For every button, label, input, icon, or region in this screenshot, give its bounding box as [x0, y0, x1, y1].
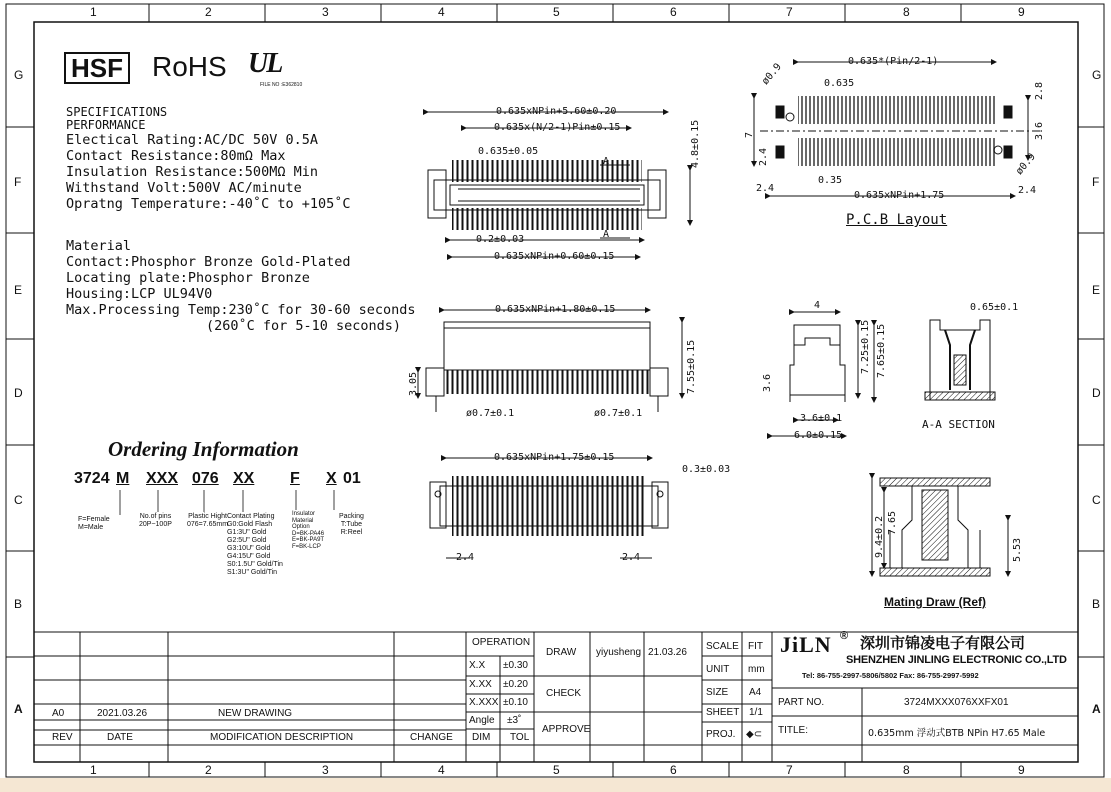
zone-col-9-b: 9 — [1018, 763, 1025, 777]
code-plating: XX — [233, 470, 255, 487]
dim-bot-r: 2.4 — [622, 552, 641, 563]
code-gender: M — [116, 470, 130, 487]
rev-row-rev: A0 — [52, 708, 65, 719]
zone-col-8: 8 — [903, 5, 910, 19]
dim-pcb-h3: 7 — [744, 131, 755, 138]
dim-top-pitch: 0.635±0.05 — [478, 146, 539, 157]
title-label: TITLE: — [778, 725, 809, 736]
zone-col-5: 5 — [553, 5, 560, 19]
size-value: A4 — [749, 687, 762, 698]
code-height: 076 — [192, 470, 219, 487]
part-value: 3724MXXX076XXFX01 — [904, 697, 1009, 708]
desc-height-label: Plastic Hight — [188, 513, 227, 520]
desc-packing-tube: T:Tube — [340, 521, 363, 528]
material-plate: Locating plate:Phosphor Bronze — [66, 270, 310, 286]
tol-row-2-tol: ±0.20 — [503, 679, 528, 690]
desc-insulator-d: D=BK-PA46 — [292, 530, 325, 537]
dim-end-w: 4 — [814, 300, 821, 311]
dim-pcb-total: 0.635xNPin+1.75 — [854, 190, 945, 201]
spec-contact-resistance: Contact Resistance:80mΩ Max — [66, 148, 286, 164]
desc-plating-g3: G3:10U" Gold — [227, 545, 271, 552]
desc-plating-g4: G4:15U" Gold — [227, 553, 271, 560]
dim-end-w2: 3.6±0.1 — [800, 413, 843, 424]
dim-mate-h2: 7.65 — [887, 510, 898, 535]
dim-end-w3: 6.0±0.15 — [794, 430, 843, 441]
spec-rating: Electical Rating:AC/DC 50V 0.5A — [66, 132, 318, 148]
sheet-label: SHEET — [706, 707, 740, 718]
dim-bot-l: 2.4 — [456, 552, 475, 563]
dim-pcb-total-pitch: 0.635*(Pin/2-1) — [848, 56, 939, 67]
desc-plating-g0: G0:Gold Flash — [227, 521, 273, 528]
zone-col-9: 9 — [1018, 5, 1025, 19]
scale-label: SCALE — [706, 641, 739, 652]
tol-row-4-tol: ±3˚ — [507, 715, 522, 726]
zone-row-C-r: C — [1092, 493, 1101, 507]
zone-row-E-r: E — [1092, 283, 1101, 297]
sign-drawer: yiyusheng — [596, 647, 642, 658]
company-en: SHENZHEN JINLING ELECTRONIC CO.,LTD — [846, 654, 1067, 666]
sign-draw-label: DRAW — [546, 647, 577, 658]
ul-logo: UL — [248, 48, 282, 79]
desc-pins-label: No.of pins — [139, 513, 172, 520]
zone-row-G: G — [14, 68, 24, 82]
zone-row-B-r: B — [1092, 597, 1101, 611]
title-value: 0.635mm 浮动式BTB NPin H7.65 Male — [868, 728, 1046, 739]
rev-header-rev: REV — [52, 732, 73, 743]
dim-side-h2: 7.55±0.15 — [686, 339, 697, 394]
zone-col-1-b: 1 — [90, 763, 97, 777]
dim-top-pin: 0.2±0.03 — [476, 234, 525, 245]
desc-height-value: 076=7.65mm — [187, 521, 229, 528]
dim-pcb-hole: ø0.9 — [760, 61, 784, 88]
dim-top-overall: 0.635xNPin+5.60±0.20 — [496, 106, 617, 117]
material-temp2: (260˚C for 5-10 seconds) — [206, 318, 402, 334]
tol-row-4-dim: Angle — [469, 715, 495, 726]
desc-insulator-e: E=BK-PA9T — [292, 537, 325, 543]
rev-row-date: 2021.03.26 — [97, 708, 148, 719]
desc-insulator-label: Insulator — [292, 511, 316, 517]
zone-col-4: 4 — [438, 5, 445, 19]
zone-col-3-b: 3 — [322, 763, 329, 777]
dim-pcb-r: 2.4 — [1018, 185, 1037, 196]
proj-label: PROJ. — [706, 729, 736, 740]
desc-packing-reel: R:Reel — [340, 529, 363, 536]
dim-side-peg1: ø0.7±0.1 — [466, 408, 515, 419]
zone-col-1: 1 — [90, 5, 97, 19]
dim-section-a-bottom: A — [603, 229, 610, 240]
dim-sec-w: 0.65±0.1 — [970, 302, 1019, 313]
tol-row-3-dim: X.XXX — [469, 697, 499, 708]
zone-row-F: F — [14, 175, 22, 189]
pcb-layout-title: P.C.B Layout — [846, 212, 948, 228]
unit-value: mm — [748, 664, 765, 675]
code-series: 3724 — [74, 470, 110, 487]
zone-row-B: B — [14, 597, 23, 611]
dim-section-a-top: A — [603, 156, 610, 167]
rev-header-change: CHANGE — [410, 732, 453, 743]
company-cn: 深圳市锦凌电子有限公司 — [860, 634, 1026, 652]
zone-col-8-b: 8 — [903, 763, 910, 777]
zone-col-7-b: 7 — [786, 763, 793, 777]
company-tel: Tel: 86-755-2997-5806/5802 Fax: 86-755-2997-5992 — [802, 671, 979, 680]
part-label: PART NO. — [778, 697, 825, 708]
dim-side-peg2: ø0.7±0.1 — [594, 408, 643, 419]
desc-insulator-option: Option — [292, 524, 310, 530]
zone-row-D-r: D — [1092, 386, 1101, 400]
dim-top-bottom: 0.635xNPin+0.60±0.15 — [494, 251, 615, 262]
desc-plating-label: Contact Plating — [227, 513, 275, 520]
dim-side-overall: 0.635xNPin+1.80±0.15 — [495, 304, 616, 315]
desc-insulator-material: Material — [292, 517, 314, 524]
projection-icon: ◆⊂ — [746, 729, 763, 740]
dim-end-h3: 3.6 — [762, 373, 773, 392]
dim-mate-h1: 9.4±0.2 — [874, 515, 885, 558]
zone-row-G-r: G — [1092, 68, 1102, 82]
zone-col-7: 7 — [786, 5, 793, 19]
sheet-value: 1/1 — [749, 707, 763, 718]
tol-footer-dim: DIM — [472, 732, 491, 743]
ul-file-no: FILE NO :E362810 — [260, 82, 303, 88]
zone-col-4-b: 4 — [438, 763, 445, 777]
dim-pcb-h1: 2.8 — [1034, 81, 1045, 100]
material-temp: Max.Processing Temp:230˚C for 30-60 seconds — [66, 302, 416, 318]
dim-bot-overall: 0.635xNPin+1.75±0.15 — [494, 452, 615, 463]
code-packing: X — [326, 470, 337, 487]
rohs-logo: RoHS — [152, 51, 227, 82]
desc-plating-s1: S1:3U" Gold/Tin — [227, 569, 278, 576]
spec-insulation: Insulation Resistance:500MΩ Min — [66, 164, 318, 180]
desc-plating-g2: G2:5U" Gold — [227, 537, 267, 544]
zone-row-D: D — [14, 386, 23, 400]
spec-performance: PERFORMANCE — [66, 118, 146, 132]
material-heading: Material — [66, 238, 132, 254]
tol-footer-tol: TOL — [510, 732, 530, 743]
ordering-title: Ordering Information — [108, 437, 299, 461]
dim-bot-w: 0.3±0.03 — [682, 464, 731, 475]
scale-value: FIT — [748, 641, 763, 652]
zone-row-E: E — [14, 283, 23, 297]
zone-row-A: A — [14, 702, 23, 716]
desc-insulator-f: F=BK-LCP — [292, 543, 321, 550]
dim-pcb-035: 0.35 — [818, 175, 843, 186]
company-reg: ® — [840, 630, 849, 642]
zone-col-3: 3 — [322, 5, 329, 19]
desc-plating-g1: G1:3U" Gold — [227, 529, 267, 536]
dim-side-h1: 3.05 — [408, 371, 419, 396]
hsf-logo: HSF — [64, 52, 130, 84]
mating-title: Mating Draw (Ref) — [884, 595, 986, 609]
zone-row-A-r: A — [1092, 702, 1101, 716]
dim-pcb-h2: 3.6 — [1034, 121, 1045, 140]
dim-end-h1: 7.25±0.15 — [860, 319, 871, 374]
tol-row-2-dim: X.XX — [469, 679, 492, 690]
desc-gender-f: F=Female — [78, 516, 110, 523]
rev-header-date: DATE — [107, 732, 133, 743]
rev-row-desc: NEW DRAWING — [218, 708, 293, 719]
dim-top-height: 4.8±0.15 — [690, 119, 701, 168]
desc-packing-label: Packing — [339, 513, 364, 520]
dim-mate-h3: 5.53 — [1012, 537, 1023, 562]
zone-row-C: C — [14, 493, 23, 507]
desc-gender-m: M=Male — [78, 524, 104, 531]
desc-pins-range: 20P~100P — [139, 521, 172, 528]
sign-check-label: CHECK — [546, 688, 582, 699]
zone-col-2: 2 — [205, 5, 212, 19]
material-contact: Contact:Phosphor Bronze Gold-Plated — [66, 254, 351, 270]
dim-pcb-hole2: ø0.9 — [1014, 151, 1038, 178]
material-housing: Housing:LCP UL94V0 — [66, 286, 213, 302]
tol-row-1-tol: ±0.30 — [503, 660, 528, 671]
company-brand: JiLN — [780, 632, 832, 657]
tol-header: OPERATION — [472, 637, 531, 648]
dim-end-h2: 7.65±0.15 — [876, 323, 887, 378]
zone-row-F-r: F — [1092, 175, 1100, 189]
spec-heading: SPECIFICATIONS — [66, 105, 168, 119]
dim-top-half: 0.635x(N/2-1)Pin±0.15 — [494, 122, 621, 133]
spec-withstand: Withstand Volt:500V AC/minute — [66, 180, 302, 196]
sign-date: 21.03.26 — [648, 647, 687, 658]
section-title: A-A SECTION — [922, 418, 995, 431]
rev-header-desc: MODIFICATION DESCRIPTION — [210, 732, 354, 743]
tol-row-3-tol: ±0.10 — [503, 697, 528, 708]
tol-row-1-dim: X.X — [469, 660, 486, 671]
size-label: SIZE — [706, 687, 729, 698]
dim-pcb-l: 2.4 — [756, 183, 775, 194]
spec-temperature: Opratng Temperature:-40˚C to +105˚C — [66, 196, 351, 212]
code-insulator: F — [290, 470, 300, 487]
sign-approve-label: APPROVE — [542, 724, 591, 735]
dim-pcb-pitch: 0.635 — [824, 78, 855, 89]
desc-plating-s0: S0:1.5U" Gold/Tin — [227, 561, 283, 568]
zone-col-6: 6 — [670, 5, 677, 19]
code-pins: XXX — [146, 470, 179, 487]
zone-col-5-b: 5 — [553, 763, 560, 777]
code-suffix: 01 — [343, 470, 361, 487]
dim-pcb-h4: 2.4 — [758, 147, 769, 166]
zone-col-6-b: 6 — [670, 763, 677, 777]
unit-label: UNIT — [706, 664, 730, 675]
zone-col-2-b: 2 — [205, 763, 212, 777]
